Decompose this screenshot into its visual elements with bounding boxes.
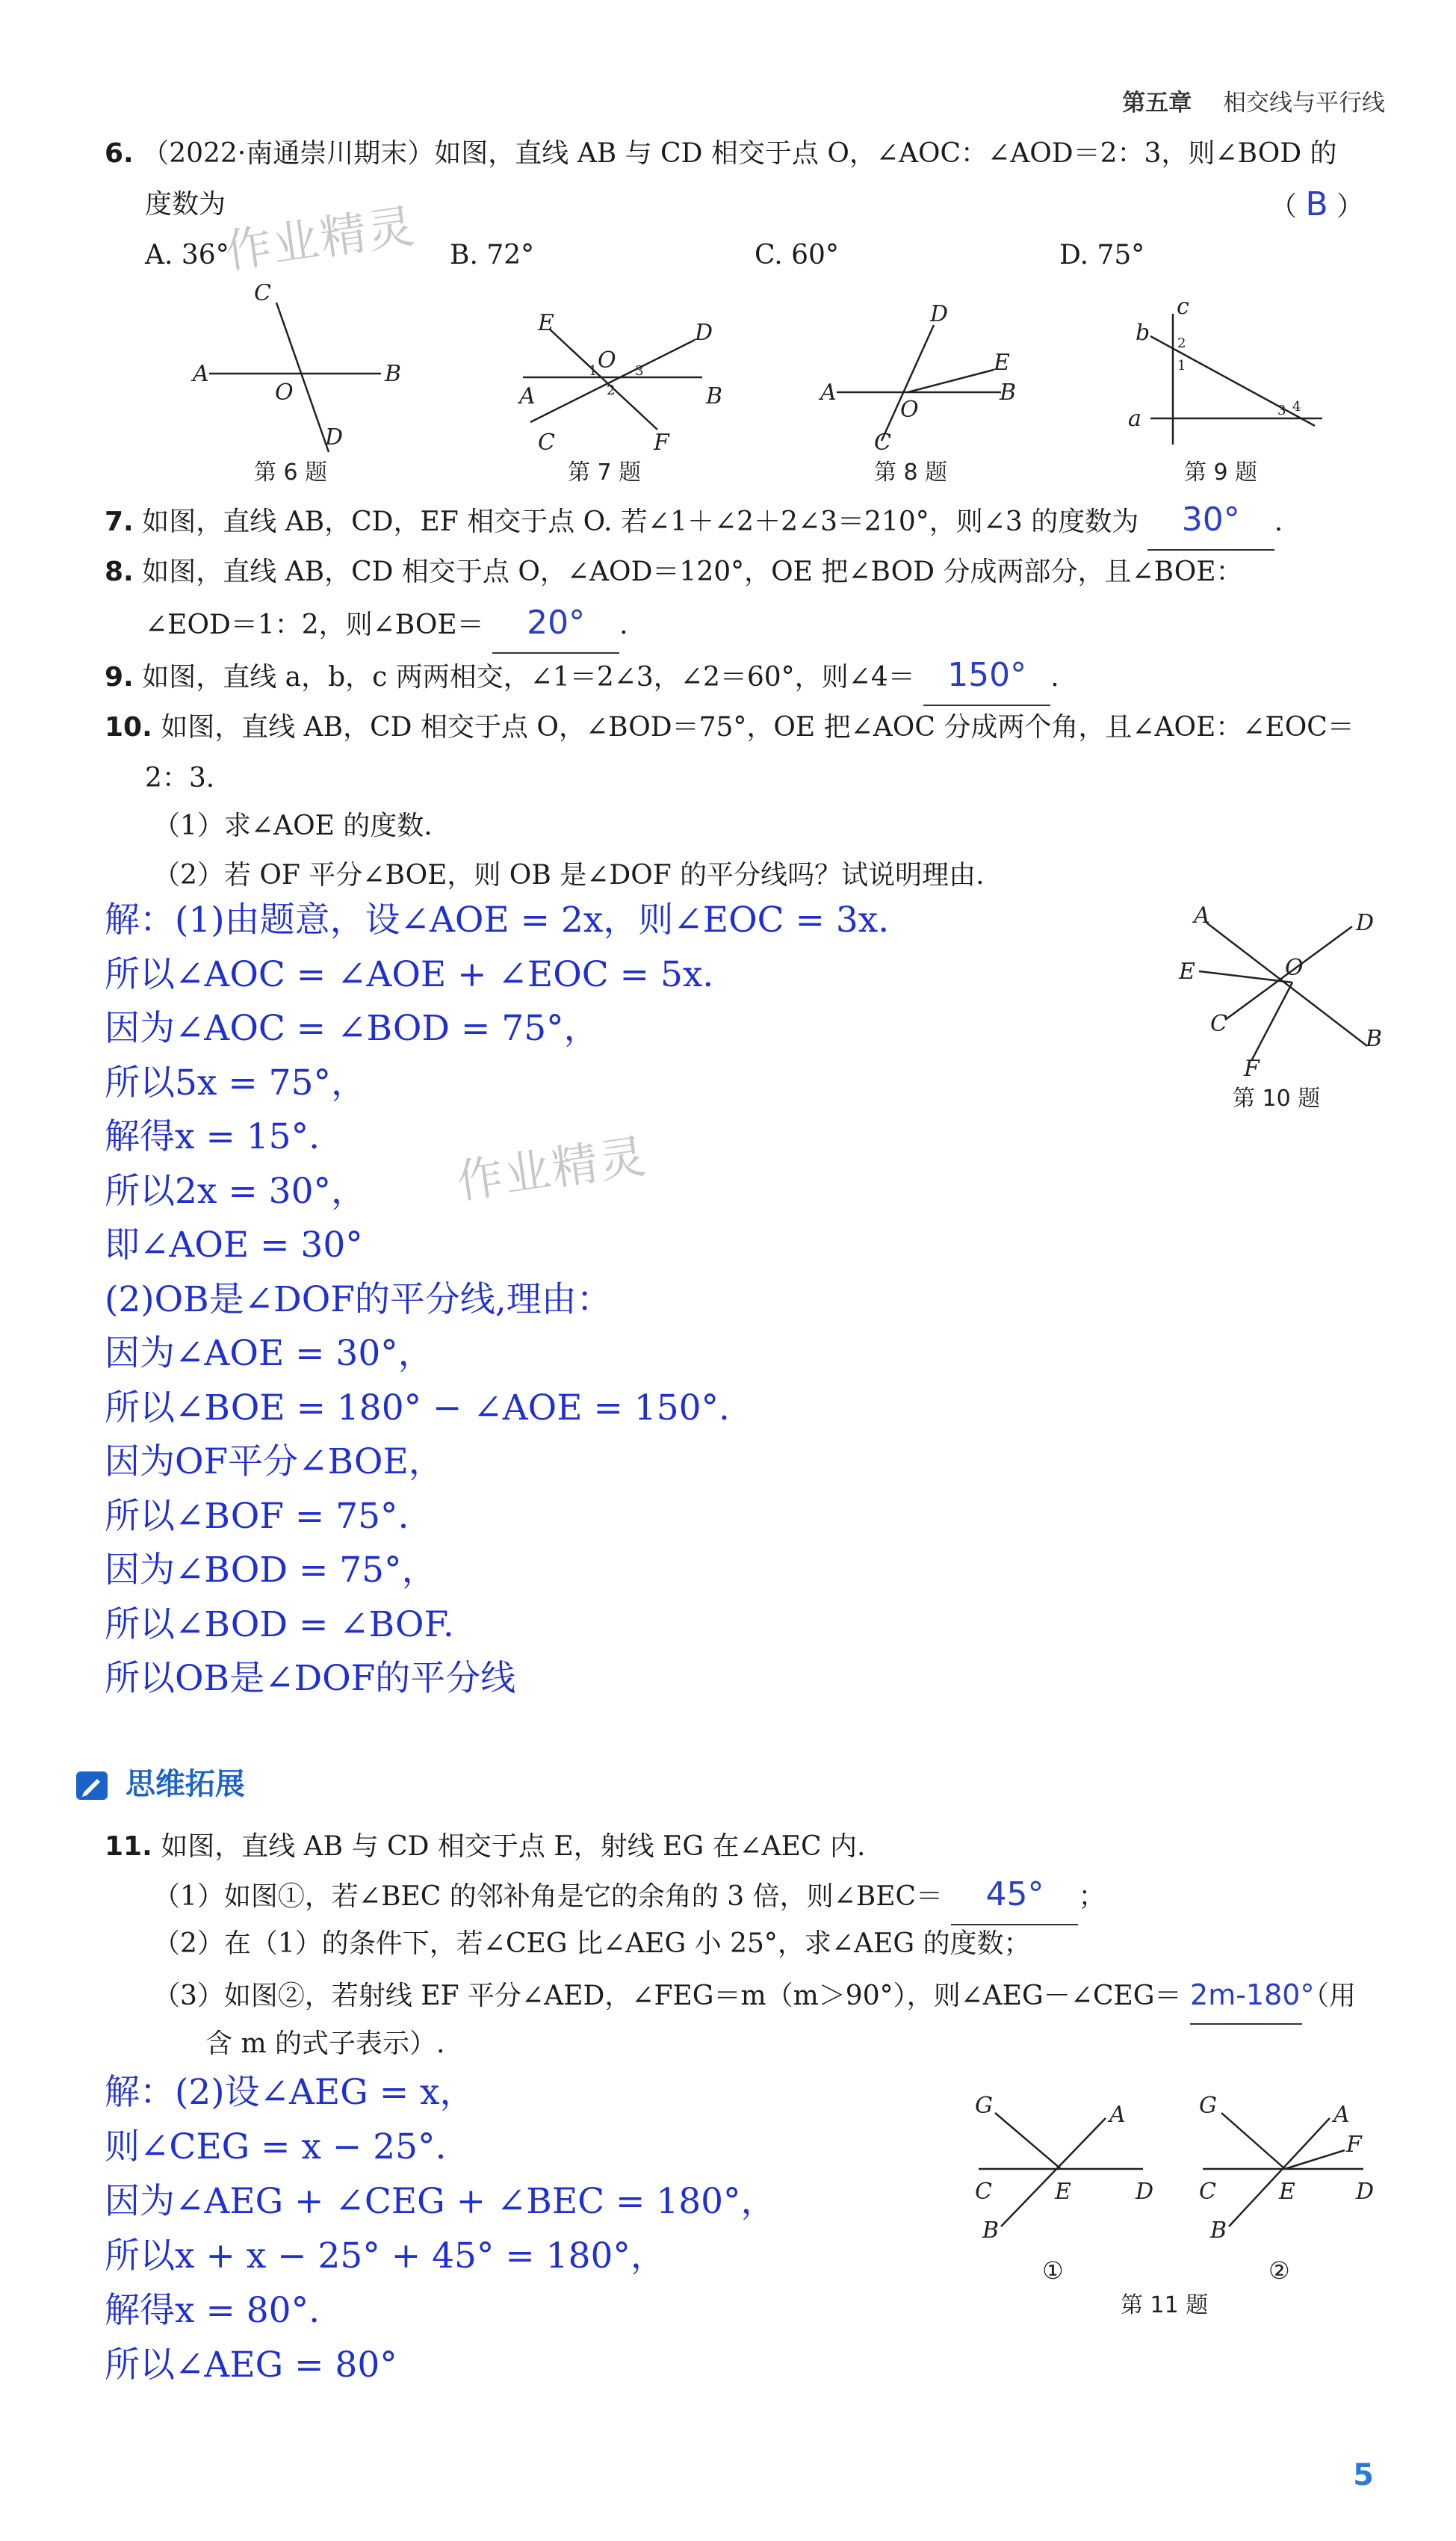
watermark: 作业精灵 — [453, 1128, 651, 1210]
fig7-label: A — [519, 383, 536, 409]
fig6-label: A — [193, 361, 209, 387]
fig7-label: D — [695, 320, 713, 346]
question-text: ∠EOD＝1：2，则∠BOE＝ — [145, 610, 484, 640]
question-9: 9. 如图，直线 a，b，c 两两相交，∠1＝2∠3，∠2＝60°，则∠4＝ 150° . — [105, 649, 1059, 706]
fig6-label: C — [254, 284, 271, 306]
solution-line: 则∠CEG = x − 25°. — [105, 2126, 447, 2167]
page-number: 5 — [1353, 2458, 1374, 2492]
fig8-label: C — [874, 430, 891, 456]
question-number: 11. — [105, 1831, 152, 1862]
question-8-line1 — [105, 545, 1243, 599]
option-d: D. 75° — [1059, 240, 1145, 270]
fig10-label: A — [1194, 903, 1210, 929]
solution-line: 解得x = 15°. — [105, 1116, 320, 1157]
option-a: A. 36° — [145, 240, 229, 270]
question-text: 如图，直线 a，b，c 两两相交，∠1＝2∠3，∠2＝60°，则∠4＝ — [142, 662, 915, 693]
solution-line: 所以∠AOC = ∠AOE + ∠EOC = 5x. — [105, 953, 714, 995]
solution-line: 所以5x = 75°， — [105, 1062, 366, 1104]
answer-blank — [923, 649, 1050, 706]
fig11-2-label: A — [1333, 2102, 1350, 2128]
solution-line: 解得x = 80°. — [105, 2290, 320, 2331]
fig9-label: a — [1128, 406, 1141, 432]
question-text: 如图，直线 AB，CD 相交于点 O，∠BOD＝75°，OE 把∠AOC 分成两个角，且∠AOE：∠EOC＝ — [161, 712, 1354, 743]
answer-text: 2m-180° — [1190, 1978, 1315, 2011]
question-10-sub2: （2）若 OF 平分∠BOE，则 OB 是∠DOF 的平分线吗？试说明理由. — [153, 860, 985, 891]
fig8-label: D — [930, 301, 949, 327]
answer-bracket: （ B ） — [1270, 185, 1364, 223]
question-text: （用 — [1302, 1981, 1357, 2011]
pen-icon — [75, 1770, 109, 1801]
watermark: 作业精灵 — [221, 198, 419, 279]
solution-line: 所以∠BOE = 180° − ∠AOE = 150°. — [105, 1387, 730, 1429]
fig8-label: A — [820, 380, 837, 406]
solution-line: 所以OB是∠DOF的平分线 — [105, 1658, 516, 1699]
solution-line: 因为∠AEG + ∠CEG + ∠BEC = 180°， — [105, 2181, 776, 2222]
question-text: 度数为 — [145, 189, 226, 220]
figure-8 — [818, 301, 1016, 486]
fig11-2-label: F — [1346, 2132, 1362, 2158]
section-title: 思维拓展 — [125, 1767, 245, 1801]
fig10-label: B — [1366, 1026, 1383, 1052]
chapter-label: 第五章 — [1122, 90, 1192, 117]
fig8-label: B — [1000, 380, 1017, 406]
solution-line: 所以∠BOD = ∠BOF. — [105, 1603, 454, 1645]
option-b: B. 72° — [450, 240, 535, 270]
fig7-label: 2 — [607, 383, 616, 398]
fig10-caption: 第 10 题 — [1233, 1086, 1321, 1112]
question-10-sub1: （1）求∠AOE 的度数. — [153, 811, 433, 841]
solution-line: 即∠AOE = 30° — [105, 1225, 363, 1266]
question-7: 7. 如图，直线 AB，CD，EF 相交于点 O. 若∠1＋∠2＋2∠3＝210°，则∠3 的度数为 30° . — [105, 493, 1283, 551]
answer-blank — [1147, 493, 1274, 551]
fig9-label: 1 — [1177, 358, 1186, 374]
fig11-2-label: E — [1279, 2179, 1295, 2205]
answer-text: 20° — [527, 604, 586, 642]
fig11-1-label: C — [975, 2179, 992, 2205]
fig11-1-label: E — [1055, 2179, 1071, 2205]
question-11-sub1: （1）如图①，若∠BEC 的邻补角是它的余角的 3 倍，则∠BEC＝ 45° ； — [153, 1868, 1106, 1925]
question-text: （2022·南通崇川期末）如图，直线 AB 与 CD 相交于点 O，∠AOC：∠AOD＝2：3，则∠BOD 的 — [142, 138, 1337, 169]
page-header — [1122, 84, 1385, 117]
answer-text: 30° — [1181, 501, 1240, 539]
solution-line: 因为∠AOC = ∠BOD = 75°， — [105, 1008, 599, 1049]
question-11-sub3-cont: 含 m 的式子表示）. — [205, 2028, 445, 2059]
fig11-1-label: B — [982, 2217, 1000, 2244]
question-11-sub2: （2）在（1）的条件下，若∠CEG 比∠AEG 小 25°，求∠AEG 的度数； — [153, 1928, 1031, 1959]
solution-line: 所以x + x − 25° + 45° = 180°， — [105, 2235, 666, 2277]
fig11-2-label: G — [1199, 2093, 1217, 2119]
fig11-2-label: B — [1210, 2217, 1227, 2244]
fig7-label: 1 — [589, 363, 598, 379]
fig10-label: O — [1285, 955, 1304, 981]
figure-6 — [190, 284, 401, 486]
question-6-line2 — [145, 178, 226, 232]
fig9-caption: 第 9 题 — [1184, 459, 1258, 486]
solution-line: 所以2x = 30°， — [105, 1170, 366, 1212]
figure-7 — [517, 310, 722, 486]
solution-line: 因为∠BOD = 75°， — [105, 1550, 437, 1591]
answer-blank — [492, 596, 619, 654]
chapter-title: 相交线与平行线 — [1223, 90, 1385, 117]
question-10-line2: 2：3. — [145, 763, 215, 793]
fig10-label: D — [1356, 910, 1375, 936]
fig7-label: B — [706, 383, 723, 409]
figure-11-1 — [975, 2093, 1153, 2285]
figures-row — [179, 284, 1345, 486]
figure-10 — [1165, 897, 1404, 1113]
question-number: 8. — [105, 557, 134, 587]
question-11-line1 — [105, 1820, 865, 1874]
question-number: 6. — [105, 138, 134, 169]
figure-9 — [1128, 294, 1322, 486]
solution-line: (2)OB是∠DOF的平分线,理由： — [105, 1278, 612, 1320]
fig9-label: 4 — [1292, 399, 1301, 415]
fig9-label: 3 — [1277, 403, 1286, 418]
solution-line: 所以∠AEG = 80° — [105, 2345, 397, 2386]
fig10-label: E — [1179, 959, 1195, 985]
question-text: 如图，直线 AB 与 CD 相交于点 E，射线 EG 在∠AEC 内. — [161, 1831, 866, 1862]
fig10-label: F — [1244, 1056, 1260, 1082]
answer-choice: B — [1305, 185, 1328, 223]
question-text: （3）如图②，若射线 EF 平分∠AED，∠FEG＝m（m＞90°），则∠AEG－∠CEG＝ — [153, 1981, 1182, 2011]
fig8-label: E — [994, 350, 1010, 376]
fig9-label: b — [1136, 320, 1150, 346]
fig7-label: C — [538, 430, 555, 456]
fig6-caption: 第 6 题 — [254, 459, 328, 486]
question-number: 9. — [105, 662, 134, 693]
fig9-label: c — [1177, 294, 1189, 320]
question-6-line1 — [105, 127, 1337, 181]
fig11-2-label: C — [1199, 2179, 1216, 2205]
fig7-caption: 第 7 题 — [568, 459, 642, 486]
answer-blank — [1190, 1968, 1315, 2025]
fig11-2-label: D — [1356, 2179, 1375, 2205]
fig11-1-label: A — [1109, 2102, 1126, 2128]
answer-text: 150° — [947, 656, 1027, 694]
option-c: C. 60° — [755, 240, 839, 270]
question-8-line2: ∠EOD＝1：2，则∠BOE＝ 20° . — [145, 596, 628, 654]
fig8-caption: 第 8 题 — [874, 459, 948, 486]
question-10-line1 — [105, 701, 1354, 755]
question-text: 如图，直线 AB，CD 相交于点 O，∠AOD＝120°，OE 把∠BOD 分成两部分，且∠BOE： — [142, 557, 1243, 587]
fig11-1-label: G — [975, 2093, 993, 2119]
question-number: 10. — [105, 712, 152, 743]
solution-line: 因为OF平分∠BOE， — [105, 1441, 444, 1482]
q11-solution — [105, 2065, 776, 2392]
question-text: （1）如图①，若∠BEC 的邻补角是它的余角的 3 倍，则∠BEC＝ — [153, 1881, 944, 1912]
section-header — [75, 1760, 245, 1803]
fig7-label: 3 — [635, 363, 644, 379]
fig8-label: O — [900, 397, 919, 423]
figure-11 — [956, 2077, 1404, 2324]
fig7-label: O — [598, 347, 616, 374]
fig11-1-caption: ① — [1042, 2256, 1064, 2285]
fig6-label: B — [385, 361, 402, 387]
figure-11-2 — [1199, 2093, 1374, 2285]
fig11-2-caption: ② — [1268, 2256, 1290, 2285]
fig7-label: F — [654, 430, 669, 456]
solution-line: 所以∠BOF = 75°. — [105, 1495, 409, 1537]
question-11-sub3 — [153, 1968, 1356, 2025]
answer-text: 45° — [985, 1875, 1044, 1913]
solution-line: 解：(1)由题意，设∠AOE = 2x，则∠EOC = 3x. — [105, 900, 890, 941]
question-text: 如图，直线 AB，CD，EF 相交于点 O. 若∠1＋∠2＋2∠3＝210°，则∠3 的度数为 — [142, 507, 1139, 537]
fig10-label: C — [1210, 1011, 1227, 1037]
question-number: 7. — [105, 507, 134, 537]
fig6-label: D — [325, 424, 344, 451]
solution-line: 解：(2)设∠AEG = x， — [105, 2072, 475, 2113]
fig11-1-label: D — [1136, 2179, 1154, 2205]
fig6-label: O — [275, 380, 294, 406]
fig9-label: 2 — [1177, 335, 1186, 351]
solution-line: 因为∠AOE = 30°， — [105, 1333, 433, 1374]
fig7-label: E — [538, 310, 554, 336]
q10-solution — [105, 894, 889, 1706]
fig11-caption: 第 11 题 — [1121, 2292, 1209, 2318]
